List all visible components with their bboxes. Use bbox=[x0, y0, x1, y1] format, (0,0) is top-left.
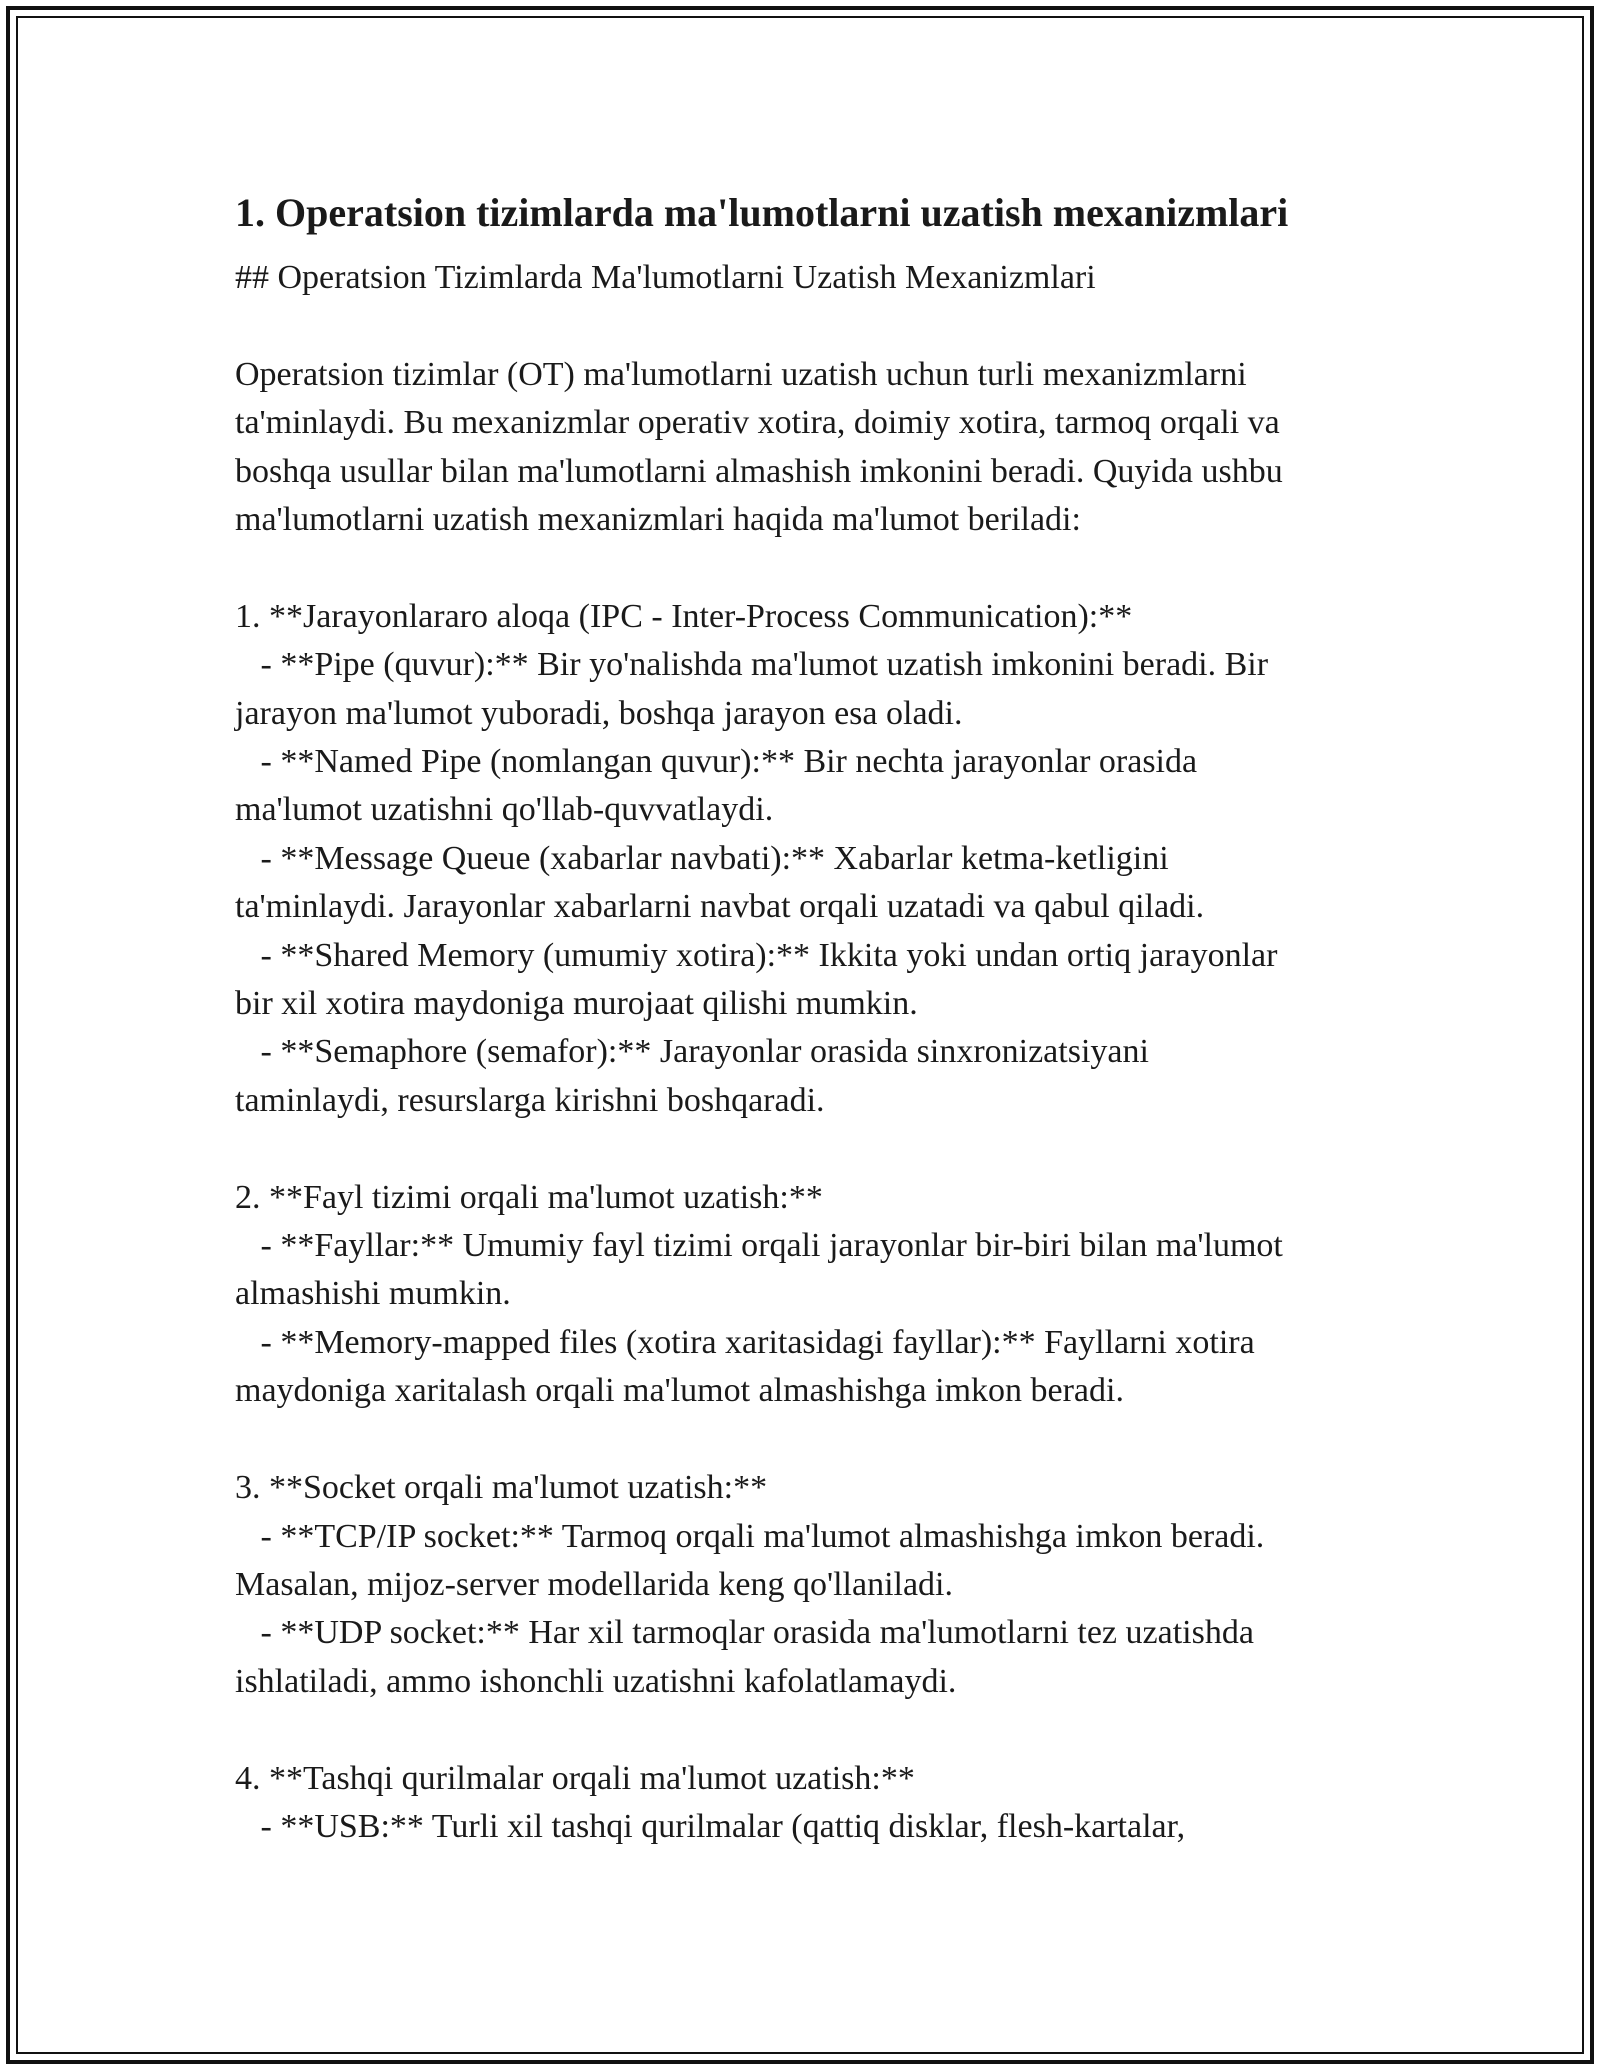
text-line bbox=[235, 1706, 1385, 1754]
text-line: - **UDP socket:** Har xil tarmoqlar orasida ma'lumotlarni tez uzatishda bbox=[235, 1614, 1254, 1652]
text-line: boshqa usullar bilan ma'lumotlarni almashish imkonini beradi. Quyida ushbu bbox=[235, 452, 1283, 490]
text-line: 4. **Tashqi qurilmalar orqali ma'lumot uzatish:** bbox=[235, 1759, 915, 1797]
text-line: - **Message Queue (xabarlar navbati):** Xabarlar ketma-ketligini bbox=[235, 839, 1169, 877]
text-line: 3. **Socket orqali ma'lumot uzatish:** bbox=[235, 1469, 768, 1507]
text-line: Masalan, mijoz-server modellarida keng qo'llaniladi. bbox=[235, 1565, 954, 1603]
text-line: - **Shared Memory (umumiy xotira):** Ikkita yoki undan ortiq jarayonlar bbox=[235, 936, 1278, 974]
text-line: - **Pipe (quvur):** Bir yo'nalishda ma'lumot uzatish imkonini beradi. Bir bbox=[235, 646, 1269, 684]
text-line: ## Operatsion Tizimlarda Ma'lumotlarni Uzatish Mexanizmlari bbox=[235, 259, 1096, 296]
document-body bbox=[235, 254, 1385, 1851]
text-line: - **Fayllar:** Umumiy fayl tizimi orqali jarayonlar bir-biri bilan ma'lumot bbox=[235, 1227, 1283, 1265]
text-line: jarayon ma'lumot yuboradi, boshqa jarayon esa oladi. bbox=[235, 694, 963, 732]
text-line: bir xil xotira maydoniga murojaat qilishi mumkin. bbox=[235, 985, 918, 1023]
text-line: ta'minlaydi. Jarayonlar xabarlarni navbat orqali uzatadi va qabul qiladi. bbox=[235, 888, 1205, 926]
text-line: - **TCP/IP socket:** Tarmoq orqali ma'lumot almashishga imkon beradi. bbox=[235, 1517, 1265, 1555]
text-line: - **Semaphore (semafor):** Jarayonlar orasida sinxronizatsiyani bbox=[235, 1033, 1149, 1071]
text-line bbox=[235, 544, 1385, 592]
text-line bbox=[235, 1125, 1385, 1173]
text-line bbox=[235, 1416, 1385, 1464]
text-line: maydoniga xaritalash orqali ma'lumot almashishga imkon beradi. bbox=[235, 1372, 1124, 1410]
text-line: - **Memory-mapped files (xotira xaritasidagi fayllar):** Fayllarni xotira bbox=[235, 1323, 1255, 1361]
text-line: - **Named Pipe (nomlangan quvur):** Bir nechta jarayonlar orasida bbox=[235, 743, 1198, 781]
text-line bbox=[235, 302, 1385, 350]
document-content bbox=[235, 182, 1385, 1851]
text-line: 1. **Jarayonlararo aloqa (IPC - Inter-Process Communication):** bbox=[235, 597, 1133, 635]
text-line: taminlaydi, resurslarga kirishni boshqaradi. bbox=[235, 1081, 825, 1119]
text-line: ma'lumot uzatishni qo'llab-quvvatlaydi. bbox=[235, 791, 774, 829]
document-title: 1. Operatsion tizimlarda ma'lumotlarni uzatish mexanizmlari bbox=[235, 190, 1289, 235]
text-line: ishlatiladi, ammo ishonchli uzatishni kafolatlamaydi. bbox=[235, 1662, 957, 1700]
text-line: almashishi mumkin. bbox=[235, 1275, 511, 1313]
text-line: ta'minlaydi. Bu mexanizmlar operativ xotira, doimiy xotira, tarmoq orqali va bbox=[235, 404, 1280, 442]
text-line: 2. **Fayl tizimi orqali ma'lumot uzatish:** bbox=[235, 1178, 823, 1216]
text-line: - **USB:** Turli xil tashqi qurilmalar (qattiq disklar, flesh-kartalar, bbox=[235, 1807, 1186, 1845]
text-line: ma'lumotlarni uzatish mexanizmlari haqida ma'lumot beriladi: bbox=[235, 501, 1081, 539]
text-line: Operatsion tizimlar (OT) ma'lumotlarni uzatish uchun turli mexanizmlarni bbox=[235, 355, 1247, 393]
